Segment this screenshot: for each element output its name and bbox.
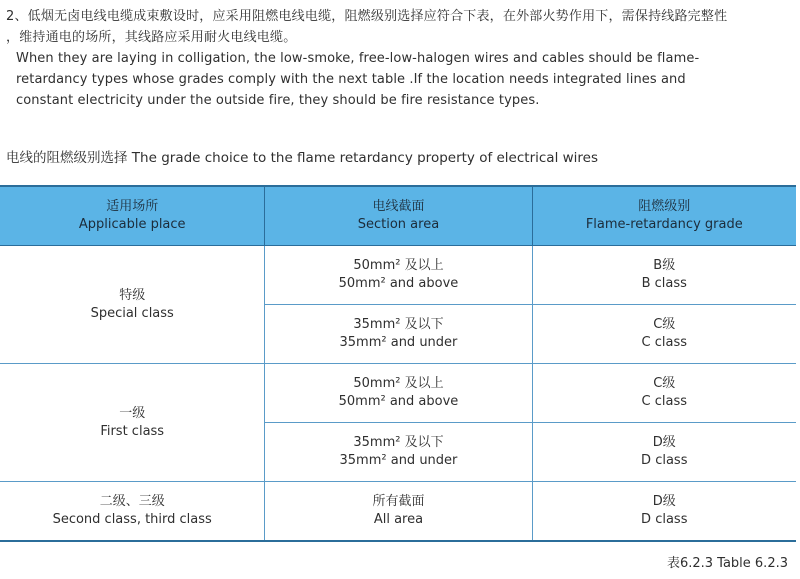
place-en: Special class bbox=[90, 305, 174, 321]
header-section-area bbox=[265, 186, 532, 246]
place-zh: 特级 bbox=[119, 287, 146, 303]
section-cell bbox=[265, 423, 532, 482]
caption-en: The grade choice to the flame retardancy property of electrical wires bbox=[131, 150, 599, 166]
header-applicable-place bbox=[0, 186, 265, 246]
table-row bbox=[0, 482, 796, 542]
table-caption bbox=[6, 148, 598, 168]
grade-zh: D级 bbox=[652, 435, 676, 450]
header-en: Applicable place bbox=[78, 217, 186, 232]
table-row bbox=[0, 246, 796, 305]
table-number-label: 表6.2.3 Table 6.2.3 bbox=[666, 556, 788, 571]
header-en: Flame-retardancy grade bbox=[585, 217, 743, 232]
intro-en-line-2: retardancy types whose grades comply with the next table .If the location needs integrated lines and bbox=[16, 72, 686, 87]
place-en: Second class, third class bbox=[52, 512, 212, 527]
place-en: First class bbox=[100, 423, 165, 439]
grade-en: D class bbox=[641, 512, 688, 527]
table-header-row bbox=[0, 186, 796, 246]
section-en: 50mm² and above bbox=[338, 394, 459, 409]
grade-zh: C级 bbox=[653, 317, 676, 332]
header-flame-retardancy-grade bbox=[532, 186, 796, 246]
caption-zh: 电线的阻燃级别选择 bbox=[6, 150, 128, 166]
grade-cell bbox=[532, 246, 796, 305]
section-cell bbox=[265, 482, 532, 542]
section-en: 35mm² and under bbox=[339, 453, 458, 468]
section-en: 50mm² and above bbox=[338, 276, 459, 291]
grade-en: C class bbox=[641, 394, 687, 409]
place-cell-second-third bbox=[0, 482, 265, 542]
intro-paragraph bbox=[6, 6, 796, 111]
section-cell bbox=[265, 246, 532, 305]
intro-zh-line-2: ，维持通电的场所，其线路应采用耐火电线电缆。 bbox=[6, 30, 297, 45]
section-zh: 50mm² 及以上 bbox=[353, 376, 444, 391]
grade-zh: B级 bbox=[653, 258, 676, 273]
place-cell-first bbox=[0, 364, 265, 482]
section-zh: 所有截面 bbox=[372, 494, 425, 509]
section-en: All area bbox=[373, 512, 424, 527]
grade-cell bbox=[532, 364, 796, 423]
intro-zh-line-1: 2、低烟无卤电线电缆成束敷设时，应采用阻燃电线电缆，阻燃级别选择应符合下表，在外部火势作用下，需保持线路完整性 bbox=[6, 9, 728, 24]
intro-en-line-3: constant electricity under the outside fire, they should be fire resistance types. bbox=[16, 93, 540, 108]
section-zh: 35mm² 及以下 bbox=[353, 317, 444, 332]
section-cell bbox=[265, 364, 532, 423]
intro-en-line-1: When they are laying in colligation, the low-smoke, free-low-halogen wires and cables should be flame- bbox=[16, 51, 700, 66]
grade-en: C class bbox=[641, 335, 687, 350]
grade-cell bbox=[532, 482, 796, 542]
grade-zh: D级 bbox=[652, 494, 676, 509]
section-en: 35mm² and under bbox=[339, 335, 458, 350]
header-zh: 阻燃级别 bbox=[638, 199, 691, 214]
grade-cell bbox=[532, 423, 796, 482]
grade-cell bbox=[532, 305, 796, 364]
header-zh: 适用场所 bbox=[106, 199, 159, 214]
place-zh: 一级 bbox=[119, 405, 146, 421]
grade-en: B class bbox=[641, 276, 687, 291]
grade-en: D class bbox=[641, 453, 688, 468]
place-cell-special bbox=[0, 246, 265, 364]
header-zh: 电线截面 bbox=[372, 199, 425, 214]
section-zh: 50mm² 及以上 bbox=[353, 258, 444, 273]
section-cell bbox=[265, 305, 532, 364]
table-row bbox=[0, 364, 796, 423]
grade-zh: C级 bbox=[653, 376, 676, 391]
section-zh: 35mm² 及以下 bbox=[353, 435, 444, 450]
place-zh: 二级、三级 bbox=[99, 494, 165, 509]
flame-retardancy-table bbox=[0, 185, 796, 542]
header-en: Section area bbox=[357, 217, 440, 232]
